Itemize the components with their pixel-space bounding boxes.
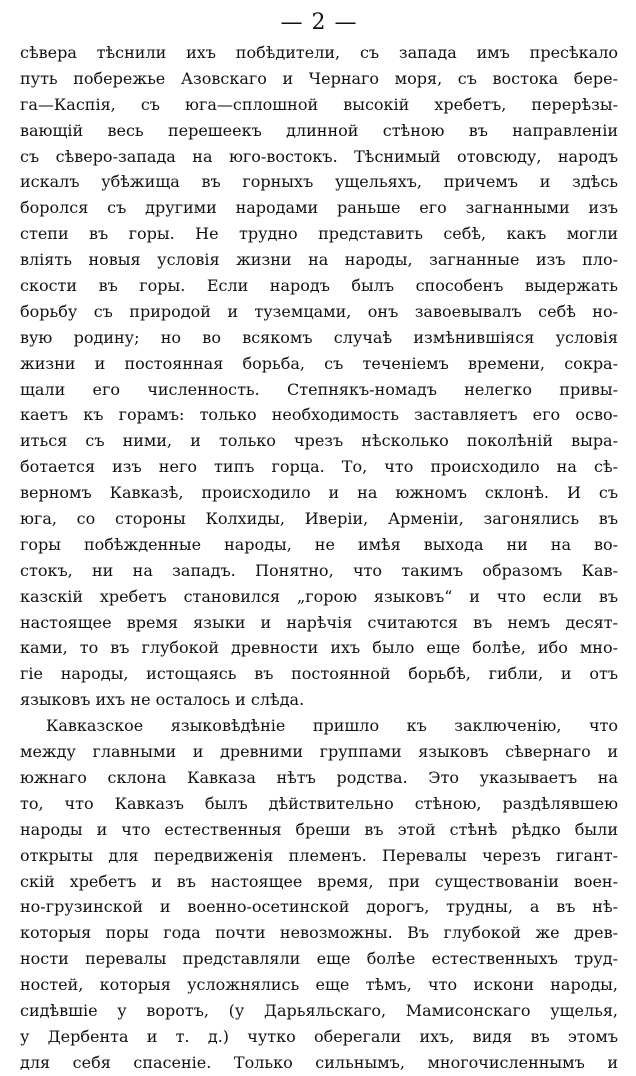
text-line: горы побѣжденные народы, не имѣя выхода ни на во-	[20, 534, 618, 554]
text-line: вліять новыя условія жизни на народы, загнанные изъ пло-	[20, 250, 618, 270]
text-line: языковъ ихъ не осталось и слѣда.	[20, 690, 305, 710]
text-line: настоящее время языки и нарѣчія считаются въ немъ десят-	[20, 612, 618, 632]
text-line: южнаго склона Кавказа нѣтъ родства. Это указываетъ на	[20, 767, 618, 787]
text-line: юга, со стороны Колхиды, Иверіи, Арменіи, загонялись въ	[20, 509, 618, 529]
text-line: боролся съ другими народами раньше его загнанными изъ	[20, 198, 618, 218]
text-line: Кавказское языковѣдѣніе пришло къ заключенію, что	[46, 716, 618, 736]
text-line: га—Каспія, съ юга—сплошной высокій хребетъ, перерѣзы-	[20, 94, 618, 114]
text-line: но-грузинской и военно-осетинской дорогъ, трудны, а въ нѣ-	[20, 897, 618, 917]
text-line: у Дербента и т. д.) чутко оберегали ихъ, видя въ этомъ	[20, 1026, 618, 1046]
text-line: гіе народы, истощаясь въ постоянной борьбѣ, гибли, и отъ	[20, 664, 618, 684]
text-line: скости въ горы. Если народъ былъ способенъ выдержать	[20, 276, 618, 296]
text-line: ботается изъ него типъ горца. То, что происходило на сѣ-	[20, 457, 618, 477]
text-line: казскій хребетъ становился „горою языковъ“ и что если въ	[20, 586, 618, 606]
text-line: съ сѣверо-запада на юго-востокъ. Тѣснимый отовсюду, народъ	[20, 146, 618, 166]
paragraph-1	[20, 40, 618, 713]
text-line: степи въ горы. Не трудно представить себѣ, какъ могли	[20, 224, 618, 244]
text-line: стокъ, ни на западъ. Понятно, что такимъ образомъ Кав-	[20, 560, 618, 580]
text-line: ности перевалы представляли еще болѣе естественныхъ труд-	[20, 949, 618, 969]
text-line: ками, то въ глубокой древности ихъ было еще болѣе, ибо мно-	[20, 638, 618, 658]
text-line: путь побережье Азовскаго и Чернаго моря, съ востока бере-	[20, 68, 618, 88]
text-line: вающій весь перешеекъ длинной стѣною въ направленіи	[20, 120, 618, 140]
text-line: народы и что естественныя бреши въ этой стѣнѣ рѣдко были	[20, 819, 618, 839]
text-line: для себя спасеніе. Только сильнымъ, многочисленнымъ и	[20, 1052, 618, 1072]
text-line: сидѣвшіе у воротъ, (у Дарьяльскаго, Мамисонскаго ущелья,	[20, 1000, 618, 1020]
text-line: каетъ къ горамъ: только необходимость заставляетъ его осво-	[20, 405, 618, 425]
text-line: борьбу съ природой и туземцами, онъ завоевывалъ себѣ но-	[20, 301, 618, 321]
text-line: сѣвера тѣснили ихъ побѣдители, съ запада имъ пресѣкало	[20, 43, 618, 62]
text-line: искалъ убѣжища въ горныхъ ущельяхъ, причемъ и здѣсь	[20, 172, 618, 192]
text-line: открыты для передвиженія племенъ. Перевалы черезъ гигант-	[20, 845, 618, 865]
text-line: ностей, которыя усложнялись еще тѣмъ, что искони народы,	[20, 975, 618, 995]
paragraph-2	[20, 713, 618, 1075]
page-number: — 2 —	[280, 10, 358, 35]
text-line: иться съ ними, и только чрезъ нѣсколько поколѣній выра-	[20, 431, 618, 451]
text-line: которыя поры года почти невозможны. Въ глубокой же древ-	[20, 923, 618, 943]
text-line: щали его численность. Степнякъ-номадъ нелегко привы-	[20, 379, 618, 399]
text-line: вую родину; но во всякомъ случаѣ измѣнившіяся условія	[20, 327, 618, 347]
text-line: между главными и древними группами языковъ сѣвернаго и	[20, 742, 618, 762]
text-line: верномъ Кавказѣ, происходило и на южномъ склонѣ. И съ	[20, 483, 618, 503]
text-line: жизни и постоянная борьба, съ теченіемъ времени, сокра-	[20, 353, 618, 373]
text-line: скій хребетъ и въ настоящее время, при существованіи воен-	[20, 871, 618, 891]
text-line: то, что Кавказъ былъ дѣйствительно стѣною, раздѣлявшею	[20, 793, 618, 813]
